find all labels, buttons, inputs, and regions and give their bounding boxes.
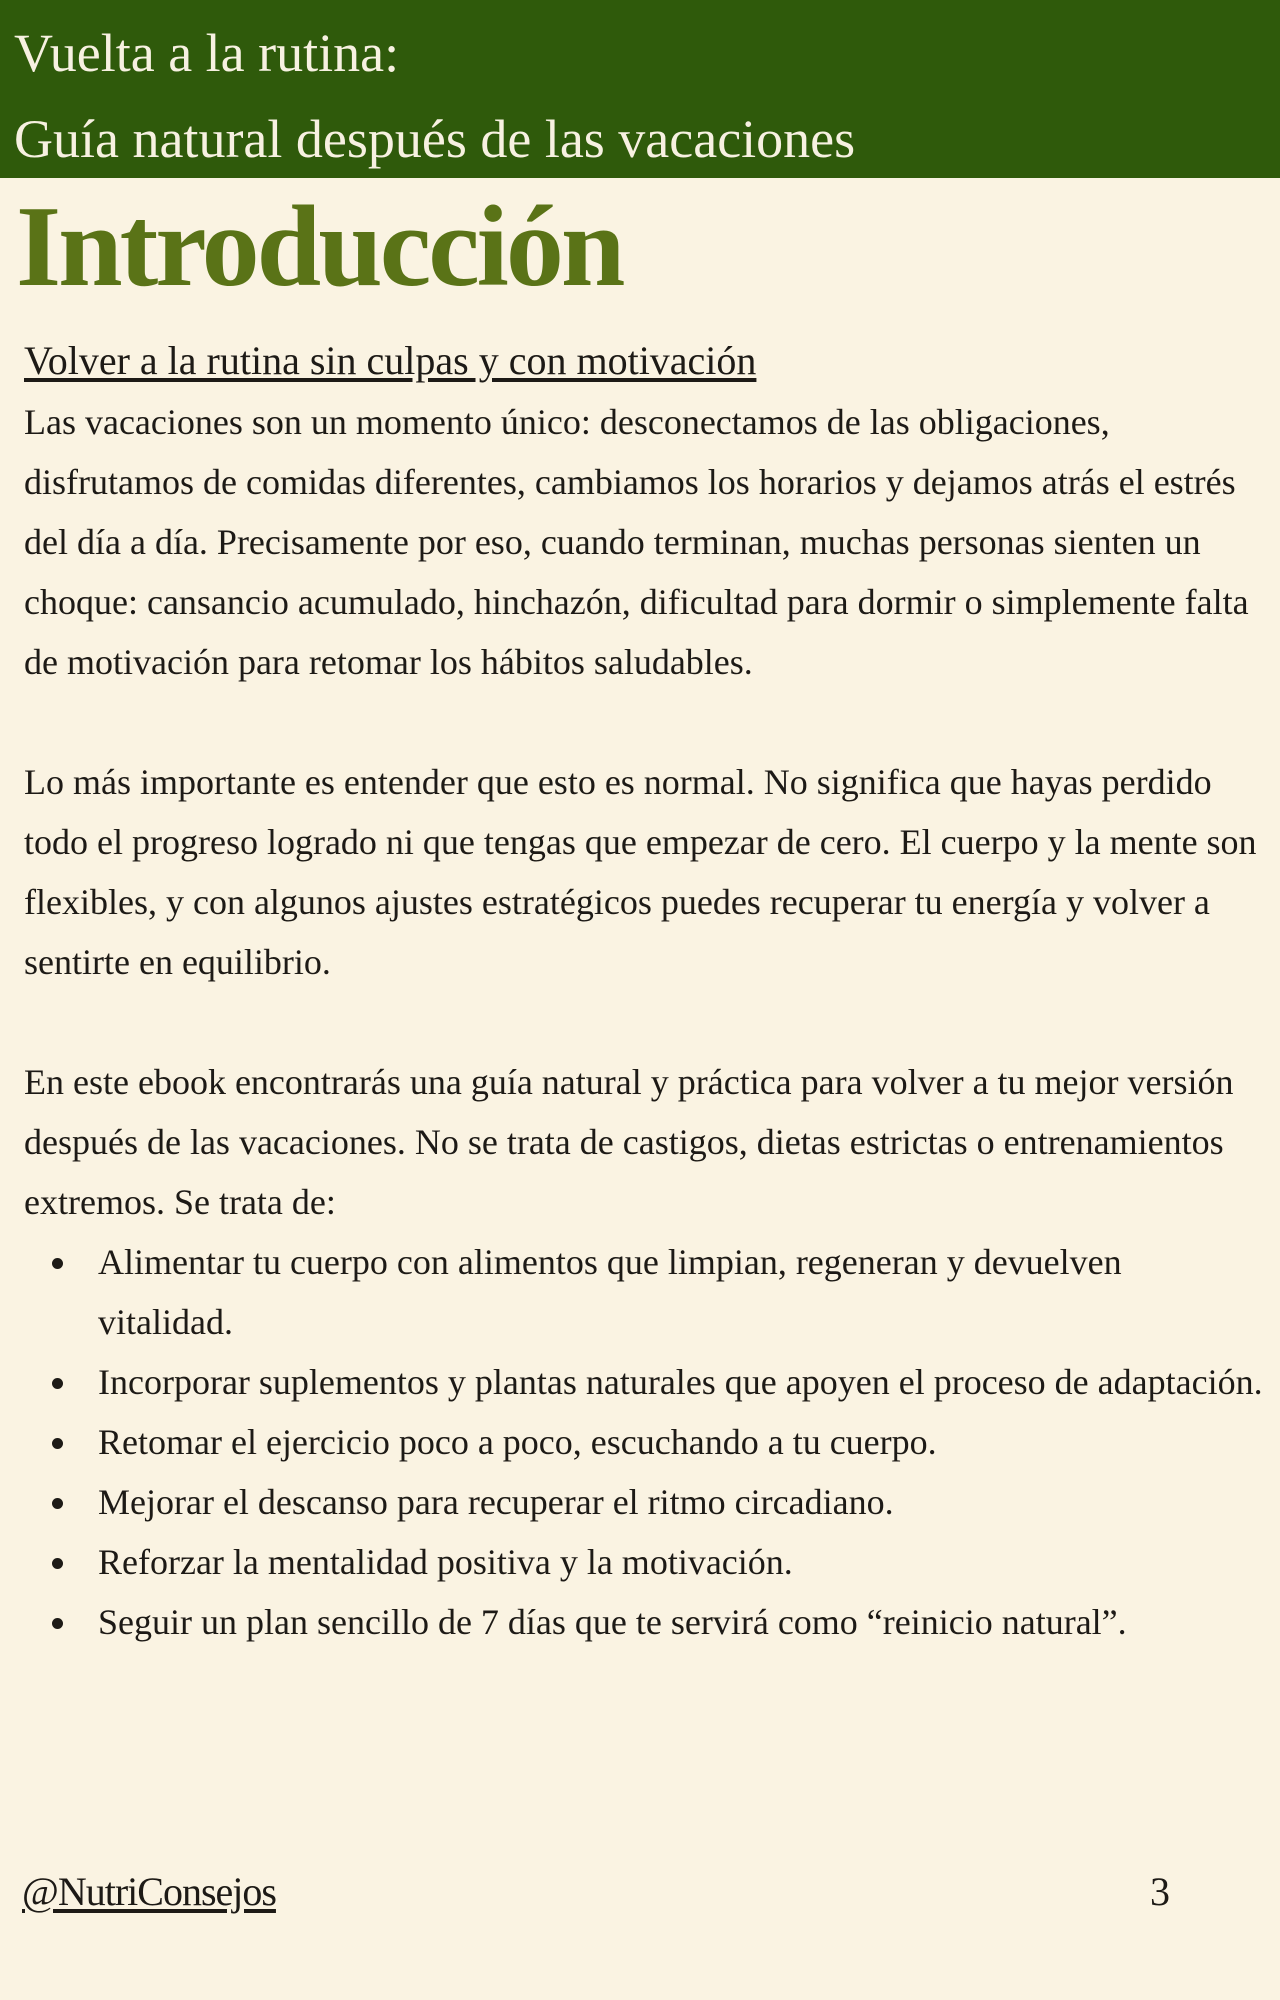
list-item-text: Retomar el ejercicio poco a poco, escuchando a tu cuerpo. (98, 1422, 937, 1462)
bullet-icon (52, 1498, 63, 1509)
list-item-text: Mejorar el descanso para recuperar el ritmo circadiano. (98, 1482, 894, 1522)
list-item (24, 1472, 1264, 1532)
intro-paragraph-2: Lo más importante es entender que esto es normal. No significa que hayas perdido todo el progreso logrado ni que tengas que empezar de cero. El cuerpo y la mente son flexibles, y con algunos ajustes estratégicos puedes recuperar tu energía y volver a sentirte en equilibrio. (24, 762, 1257, 982)
list-item-text: Alimentar tu cuerpo con alimentos que limpian, regeneran y devuelven vitalidad. (98, 1242, 1122, 1342)
bullet-icon (52, 1378, 63, 1389)
header-banner (0, 0, 1280, 178)
list-item (24, 1412, 1264, 1472)
list-item (24, 1232, 1264, 1352)
header-title-line-1: Vuelta a la rutina: (14, 23, 400, 83)
page-number: 3 (1150, 1869, 1170, 1914)
list-item-text: Seguir un plan sencillo de 7 días que te servirá como “reinicio natural”. (98, 1602, 1127, 1642)
page-title: Introducción (16, 183, 623, 311)
bullet-icon (52, 1618, 63, 1629)
bullet-icon (52, 1558, 63, 1569)
list-item-text: Reforzar la mentalidad positiva y la motivación. (98, 1542, 793, 1582)
intro-paragraph-1: Las vacaciones son un momento único: desconectamos de las obligaciones, disfrutamos de comidas diferentes, cambiamos los horarios y dejamos atrás el estrés del día a día. Precisamente por eso, cuando terminan, muchas personas sienten un choque: cansancio acumulado, hinchazón, dificultad para dormir o simplemente falta de motivación para retomar los hábitos saludables. (24, 402, 1249, 682)
benefits-list (24, 1232, 1264, 1652)
header-title-line-2: Guía natural después de las vacaciones (14, 109, 856, 169)
main-content (24, 330, 1264, 1652)
list-item (24, 1532, 1264, 1592)
list-item (24, 1592, 1264, 1652)
section-subtitle: Volver a la rutina sin culpas y con motivación (24, 338, 757, 383)
social-handle-link[interactable]: @NutriConsejos (22, 1869, 276, 1914)
bullet-icon (52, 1438, 63, 1449)
intro-paragraph-3: En este ebook encontrarás una guía natural y práctica para volver a tu mejor versión después de las vacaciones. No se trata de castigos, dietas estrictas o entrenamientos extremos. Se trata de: (24, 1062, 1234, 1222)
list-item (24, 1352, 1264, 1412)
list-item-text: Incorporar suplementos y plantas naturales que apoyen el proceso de adaptación. (98, 1362, 1263, 1402)
bullet-icon (52, 1258, 63, 1269)
